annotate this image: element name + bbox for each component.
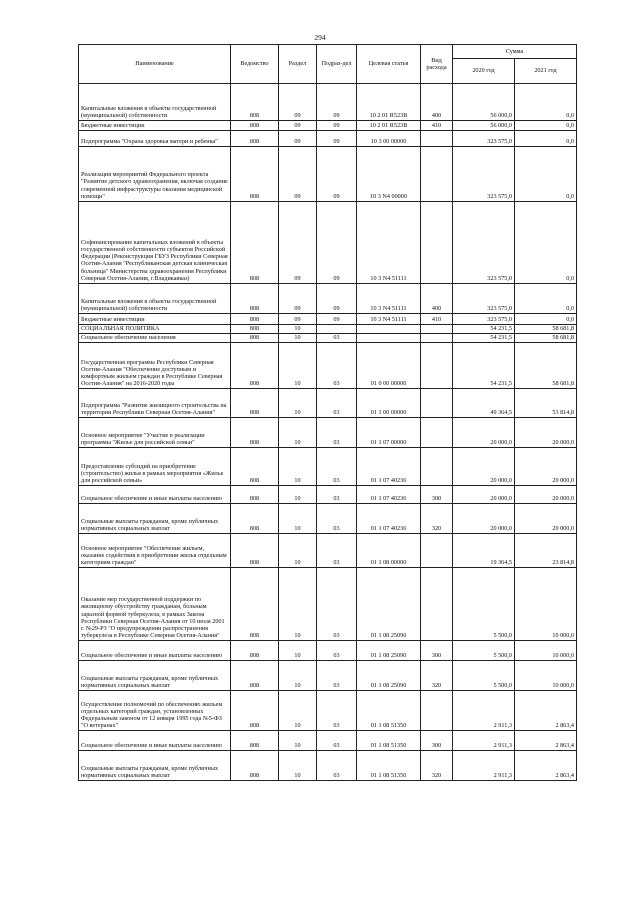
cell-expense-type: 320 [421,751,453,781]
cell-year-2020: 54 231,5 [453,334,515,343]
table-row [79,84,577,121]
cell-section: 10 [279,389,317,418]
header-sum: Сумма [453,45,577,59]
cell-expense-type [421,325,453,334]
cell-section: 09 [279,121,317,131]
cell-year-2020: 56 000,0 [453,121,515,131]
cell-expense-type: 300 [421,731,453,751]
table-row [79,504,577,534]
cell-department: 808 [231,343,279,389]
table-row [79,284,577,314]
cell-name: Социальное обеспечение населения [79,334,231,343]
cell-subsection: 03 [317,751,357,781]
cell-name: Основное мероприятие "Участие в реализации программы "Жилье для российской семьи" [79,418,231,448]
cell-target-article: 01 1 07 00000 [357,418,421,448]
table-row [79,334,577,343]
cell-target-article: 01 0 00 00000 [357,343,421,389]
cell-target-article: 01 1 08 51350 [357,691,421,731]
cell-year-2020: 5 500,0 [453,641,515,661]
cell-year-2020: 20 000,0 [453,486,515,504]
cell-department: 808 [231,121,279,131]
table-row [79,418,577,448]
cell-name: Подпрограмма "Охрана здоровья матери и ребенка" [79,131,231,147]
cell-target-article: 10 2 01 R523В [357,121,421,131]
cell-department: 808 [231,568,279,641]
cell-subsection: 03 [317,661,357,691]
table-row [79,641,577,661]
cell-section: 09 [279,284,317,314]
cell-section: 10 [279,751,317,781]
cell-department: 808 [231,389,279,418]
cell-year-2021: 10 000,0 [515,568,577,641]
cell-year-2020: 5 500,0 [453,568,515,641]
cell-year-2021: 58 681,8 [515,343,577,389]
table-row [79,731,577,751]
cell-expense-type: 300 [421,486,453,504]
cell-name: Капитальные вложения в объекты государственной (муниципальной) собственности [79,284,231,314]
cell-section: 10 [279,325,317,334]
cell-subsection: 03 [317,504,357,534]
cell-year-2020: 20 000,0 [453,448,515,486]
cell-name: Подпрограмма "Развитие жилищного строительства на территории Республики Северная Осетия-Алания" [79,389,231,418]
table-row [79,202,577,284]
cell-year-2020: 5 500,0 [453,661,515,691]
cell-year-2021: 2 863,4 [515,731,577,751]
cell-name: Государственная программа Республики Северная Осетия-Алания "Обеспечение доступным и комфортным жильем граждан в Республике Северная Осетия-Алания" на 2016-2020 годы [79,343,231,389]
cell-year-2021: 2 863,4 [515,691,577,731]
cell-year-2021: 0,0 [515,121,577,131]
cell-year-2021: 53 814,8 [515,389,577,418]
header-section: Раздел [279,45,317,84]
cell-expense-type: 400 [421,84,453,121]
cell-section: 09 [279,202,317,284]
cell-subsection: 03 [317,731,357,751]
cell-name: Бюджетные инвестиции [79,314,231,325]
cell-section: 10 [279,568,317,641]
cell-name: Социальные выплаты гражданам, кроме публичных нормативных социальных выплат [79,504,231,534]
cell-department: 808 [231,131,279,147]
cell-section: 10 [279,641,317,661]
cell-department: 808 [231,202,279,284]
cell-section: 10 [279,486,317,504]
cell-expense-type: 320 [421,504,453,534]
cell-subsection: 03 [317,568,357,641]
header-name: Наименование [79,45,231,84]
cell-year-2020: 20 000,0 [453,418,515,448]
cell-department: 808 [231,641,279,661]
cell-section: 09 [279,84,317,121]
cell-subsection: 09 [317,314,357,325]
cell-target-article: 01 1 07 40236 [357,504,421,534]
cell-department: 808 [231,314,279,325]
cell-target-article: 01 1 00 00000 [357,389,421,418]
cell-year-2021: 0,0 [515,84,577,121]
table-row [79,448,577,486]
header-target-article: Целевая статья [357,45,421,84]
page-number: 294 [314,33,326,42]
cell-department: 808 [231,84,279,121]
cell-target-article: 10 3 N4 51111 [357,284,421,314]
cell-subsection: 09 [317,147,357,202]
cell-expense-type: 410 [421,314,453,325]
cell-expense-type [421,448,453,486]
cell-section: 09 [279,147,317,202]
header-subsection: Подраз-дел [317,45,357,84]
cell-expense-type [421,389,453,418]
cell-year-2020: 19 364,5 [453,534,515,568]
header-year-2020: 2020 год [453,59,515,84]
table-row [79,568,577,641]
cell-department: 808 [231,534,279,568]
table-header [79,45,577,84]
cell-section: 10 [279,691,317,731]
cell-expense-type [421,691,453,731]
table-row [79,751,577,781]
table-row [79,389,577,418]
cell-section: 10 [279,343,317,389]
table-row [79,131,577,147]
cell-year-2020: 20 000,0 [453,504,515,534]
cell-subsection: 03 [317,534,357,568]
cell-subsection: 03 [317,448,357,486]
cell-year-2021: 20 000,0 [515,448,577,486]
cell-target-article: 01 1 07 40236 [357,448,421,486]
table-row [79,691,577,731]
cell-subsection: 09 [317,284,357,314]
cell-year-2020: 2 911,3 [453,691,515,731]
cell-target-article: 01 1 08 25090 [357,661,421,691]
cell-name: Социальное обеспечение и иные выплаты населению [79,641,231,661]
cell-year-2021: 20 000,0 [515,504,577,534]
cell-department: 808 [231,325,279,334]
cell-expense-type [421,534,453,568]
cell-year-2021: 2 863,4 [515,751,577,781]
cell-name: Социальное обеспечение и иные выплаты населению [79,731,231,751]
cell-year-2020: 323 575,0 [453,202,515,284]
cell-section: 10 [279,731,317,751]
cell-year-2021: 10 000,0 [515,661,577,691]
cell-target-article [357,334,421,343]
cell-target-article: 01 1 08 51350 [357,751,421,781]
cell-name: Бюджетные инвестиции [79,121,231,131]
header-expense-type: Вид расхода [421,45,453,84]
cell-expense-type [421,131,453,147]
cell-subsection: 09 [317,121,357,131]
cell-year-2021: 0,0 [515,147,577,202]
cell-section: 10 [279,334,317,343]
table-row [79,534,577,568]
cell-expense-type [421,418,453,448]
cell-subsection [317,325,357,334]
cell-year-2021: 0,0 [515,131,577,147]
cell-target-article: 10 3 N4 00000 [357,147,421,202]
cell-target-article: 10 3 N4 51111 [357,202,421,284]
budget-table [78,44,577,781]
cell-name: Капитальные вложения в объекты государственной (муниципальной) собственности [79,84,231,121]
cell-expense-type: 320 [421,661,453,691]
cell-year-2020: 323 575,0 [453,147,515,202]
cell-year-2021: 10 000,0 [515,641,577,661]
cell-year-2021: 58 681,8 [515,325,577,334]
cell-subsection: 09 [317,202,357,284]
cell-department: 808 [231,147,279,202]
cell-target-article [357,325,421,334]
table-row [79,486,577,504]
cell-name: Основное мероприятие "Обеспечение жильем, оказание содействия в приобретении жилья отдельным категориям граждан" [79,534,231,568]
cell-name: Социальное обеспечение и иные выплаты населению [79,486,231,504]
cell-subsection: 09 [317,84,357,121]
cell-subsection: 03 [317,641,357,661]
header-year-2021: 2021 год [515,59,577,84]
cell-expense-type [421,343,453,389]
cell-year-2020: 2 911,3 [453,731,515,751]
cell-expense-type [421,334,453,343]
cell-year-2020: 323 575,0 [453,314,515,325]
cell-subsection: 03 [317,334,357,343]
cell-subsection: 03 [317,389,357,418]
cell-target-article: 10 2 01 R523В [357,84,421,121]
header-department: Ведомство [231,45,279,84]
cell-section: 09 [279,314,317,325]
cell-subsection: 03 [317,486,357,504]
cell-expense-type [421,202,453,284]
cell-year-2020: 56 000,0 [453,84,515,121]
cell-year-2020: 323 575,0 [453,131,515,147]
cell-year-2021: 20 000,0 [515,486,577,504]
cell-year-2020: 54 231,5 [453,343,515,389]
cell-expense-type [421,568,453,641]
cell-target-article: 01 1 07 40236 [357,486,421,504]
cell-name: Оказание мер государственной поддержки по жилищному обустройству гражданам, больным заразной формой туберкулеза, в рамках Закона Республики Северная Осетия-Алания от 10 июля 2001 г. №29-РЗ "О предупреждении распространения туберкулеза в Республике Северная Осетия-Алания" [79,568,231,641]
cell-department: 808 [231,418,279,448]
cell-section: 10 [279,504,317,534]
cell-expense-type [421,147,453,202]
cell-expense-type: 300 [421,641,453,661]
cell-year-2021: 20 000,0 [515,418,577,448]
cell-section: 10 [279,534,317,568]
cell-subsection: 03 [317,418,357,448]
cell-year-2020: 49 364,5 [453,389,515,418]
cell-name: Социальные выплаты гражданам, кроме публичных нормативных социальных выплат [79,661,231,691]
cell-target-article: 01 1 08 00000 [357,534,421,568]
cell-target-article: 01 1 08 51350 [357,731,421,751]
cell-section: 10 [279,448,317,486]
cell-department: 808 [231,691,279,731]
table-row [79,147,577,202]
cell-subsection: 09 [317,131,357,147]
table-body [79,84,577,781]
cell-year-2021: 0,0 [515,284,577,314]
cell-department: 808 [231,486,279,504]
cell-name: СОЦИАЛЬНАЯ ПОЛИТИКА [79,325,231,334]
table-row [79,661,577,691]
cell-department: 808 [231,661,279,691]
cell-name: Социальные выплаты гражданам, кроме публичных нормативных социальных выплат [79,751,231,781]
cell-name: Реализация мероприятий Федерального проекта "Развитие детского здравоохранения, включая создание современной инфраструктуры оказания медицинской помощи" [79,147,231,202]
cell-section: 10 [279,418,317,448]
cell-year-2021: 58 681,8 [515,334,577,343]
cell-target-article: 01 1 08 25090 [357,641,421,661]
table-row [79,325,577,334]
cell-name: Предоставление субсидий на приобретение (строительство) жилья в рамках мероприятия «Жилье для российской семьи» [79,448,231,486]
cell-subsection: 03 [317,691,357,731]
cell-target-article: 10 3 00 00000 [357,131,421,147]
cell-year-2020: 54 231,5 [453,325,515,334]
table-row [79,314,577,325]
cell-year-2021: 23 814,8 [515,534,577,568]
cell-department: 808 [231,504,279,534]
table-row [79,343,577,389]
cell-expense-type: 400 [421,284,453,314]
cell-name: Осуществление полномочий по обеспечению жильем отдельных категорий граждан, установленных Федеральным законом от 12 января 1995 года №5-ФЗ "О ветеранах" [79,691,231,731]
cell-department: 808 [231,731,279,751]
cell-expense-type: 410 [421,121,453,131]
table-row [79,121,577,131]
cell-department: 808 [231,448,279,486]
cell-subsection: 03 [317,343,357,389]
cell-year-2020: 323 575,0 [453,284,515,314]
cell-target-article: 01 1 08 25090 [357,568,421,641]
cell-section: 09 [279,131,317,147]
cell-department: 808 [231,284,279,314]
cell-department: 808 [231,751,279,781]
cell-department: 808 [231,334,279,343]
cell-year-2021: 0,0 [515,314,577,325]
cell-section: 10 [279,661,317,691]
cell-name: Софинансирование капитальных вложений в объекты государственной собственности субъектов Российской Федерации (Реконструкция ГБУЗ Республики Северная Осетия-Алания "Республиканская детская клиническая больница" Министерства здравоохранения Республики Северная Осетия-Алания, г.Владикавказ) [79,202,231,284]
cell-target-article: 10 3 N4 51111 [357,314,421,325]
cell-year-2021: 0,0 [515,202,577,284]
cell-year-2020: 2 911,3 [453,751,515,781]
